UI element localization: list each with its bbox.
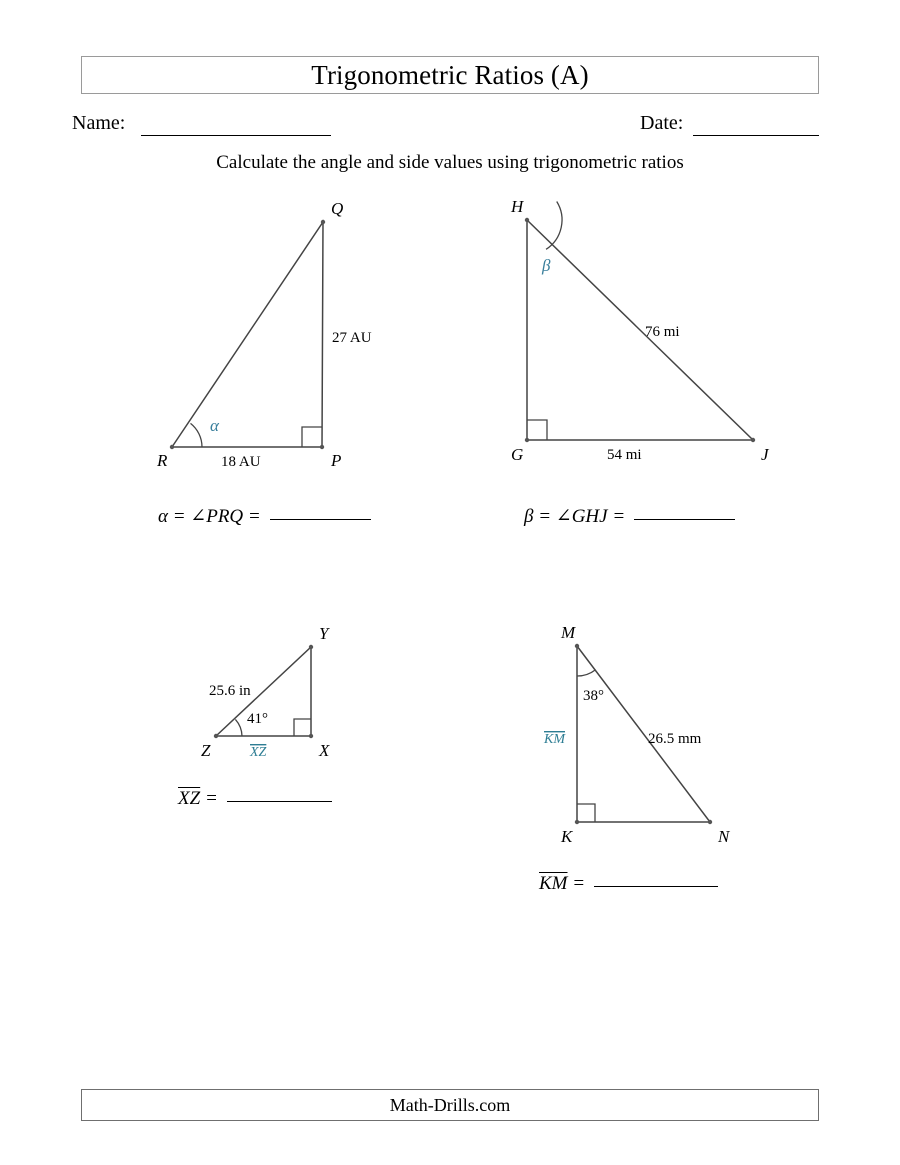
problem-4 bbox=[530, 620, 760, 850]
vertex-label-q: Q bbox=[331, 199, 344, 218]
problem-1 bbox=[140, 195, 420, 485]
triangle-rpq bbox=[172, 222, 323, 447]
problem-3-side-name: $\overline{XZ}$ bbox=[178, 788, 201, 809]
unknown-angle-alpha: α bbox=[210, 416, 219, 435]
right-angle-marker-k bbox=[577, 804, 595, 822]
vertex-dot-n bbox=[708, 820, 712, 824]
problem-3-answer-row bbox=[178, 788, 332, 810]
vertex-label-j: J bbox=[761, 445, 769, 464]
vertex-dot-m bbox=[575, 644, 579, 648]
problem-1-answer-input[interactable] bbox=[270, 519, 371, 520]
vertex-label-h: H bbox=[511, 197, 524, 216]
instruction-text: Calculate the angle and side values using trigonometric ratios bbox=[216, 152, 684, 173]
problem-2-answer-row bbox=[524, 505, 735, 528]
vertex-label-k: K bbox=[561, 827, 573, 846]
side-label-hypotenuse: 25.6 in bbox=[209, 683, 251, 699]
vertex-label-p: P bbox=[331, 451, 342, 470]
vertex-dot-z bbox=[214, 734, 218, 738]
angle-label-41: 41° bbox=[247, 711, 268, 727]
vertex-dot-k bbox=[575, 820, 579, 824]
vertex-dot-x bbox=[309, 734, 313, 738]
problem-4-answer-input[interactable] bbox=[594, 886, 718, 887]
footer-banner bbox=[81, 1089, 819, 1121]
problem-1-answer-row bbox=[158, 505, 371, 528]
problem-4-answer-row bbox=[539, 873, 718, 895]
vertex-dot-r bbox=[170, 445, 174, 449]
problem-2-diagram bbox=[490, 195, 790, 485]
problem-1-diagram bbox=[140, 195, 420, 485]
problem-4-equals: = bbox=[572, 873, 586, 894]
problem-3-answer-expression bbox=[178, 788, 218, 810]
problem-1-answer-expression: α = ∠PRQ = bbox=[158, 506, 261, 527]
date-input[interactable] bbox=[693, 135, 819, 136]
name-input[interactable] bbox=[141, 135, 331, 136]
angle-label-38: 38° bbox=[583, 688, 604, 704]
angle-arc-z bbox=[235, 719, 242, 736]
vertex-dot-q bbox=[321, 220, 325, 224]
vertex-label-y: Y bbox=[319, 624, 329, 643]
problem-4-side-name: $\overline{KM}$ bbox=[539, 873, 568, 894]
right-angle-marker-x bbox=[294, 719, 311, 736]
side-label-hypotenuse: 26.5 mm bbox=[648, 731, 702, 747]
side-label-unknown-km: KM bbox=[544, 732, 565, 747]
right-angle-marker-g bbox=[527, 420, 547, 440]
side-label-unknown-xz: XZ bbox=[250, 745, 267, 760]
problem-4-diagram bbox=[530, 620, 760, 850]
vertex-label-r: R bbox=[157, 451, 168, 470]
name-label: Name: bbox=[72, 112, 126, 134]
side-label-base: 18 AU bbox=[221, 454, 261, 470]
vertex-label-g: G bbox=[511, 445, 524, 464]
title-banner bbox=[81, 56, 819, 94]
vertex-dot-p bbox=[320, 445, 324, 449]
angle-arc-r bbox=[191, 423, 203, 447]
problem-2-answer-input[interactable] bbox=[634, 519, 735, 520]
side-label-hypotenuse: 76 mi bbox=[645, 324, 680, 340]
problem-2 bbox=[490, 195, 790, 485]
page-title: Trigonometric Ratios (A) bbox=[311, 59, 589, 90]
side-label-vertical: 27 AU bbox=[332, 330, 372, 346]
vertex-label-m: M bbox=[561, 623, 576, 642]
unknown-angle-beta: β bbox=[542, 256, 551, 275]
problem-3 bbox=[170, 620, 380, 770]
vertex-dot-h bbox=[525, 218, 529, 222]
right-angle-marker-p bbox=[302, 427, 322, 447]
date-label: Date: bbox=[640, 112, 684, 134]
vertex-dot-g bbox=[525, 438, 529, 442]
vertex-dot-y bbox=[309, 645, 313, 649]
vertex-label-z: Z bbox=[201, 741, 211, 760]
problem-4-answer-expression bbox=[539, 873, 585, 895]
triangle-ghj bbox=[527, 220, 753, 440]
vertex-label-x: X bbox=[319, 741, 330, 760]
problem-3-answer-input[interactable] bbox=[227, 801, 332, 802]
side-label-base: 54 mi bbox=[607, 447, 642, 463]
angle-arc-m bbox=[577, 670, 596, 676]
problem-3-diagram bbox=[170, 620, 380, 770]
problem-3-equals: = bbox=[204, 788, 218, 809]
angle-arc-h bbox=[527, 202, 575, 250]
vertex-label-n: N bbox=[718, 827, 730, 846]
footer-attribution: Math-Drills.com bbox=[389, 1095, 511, 1115]
vertex-dot-j bbox=[751, 438, 755, 442]
problem-2-answer-expression: β = ∠GHJ = bbox=[524, 506, 626, 527]
